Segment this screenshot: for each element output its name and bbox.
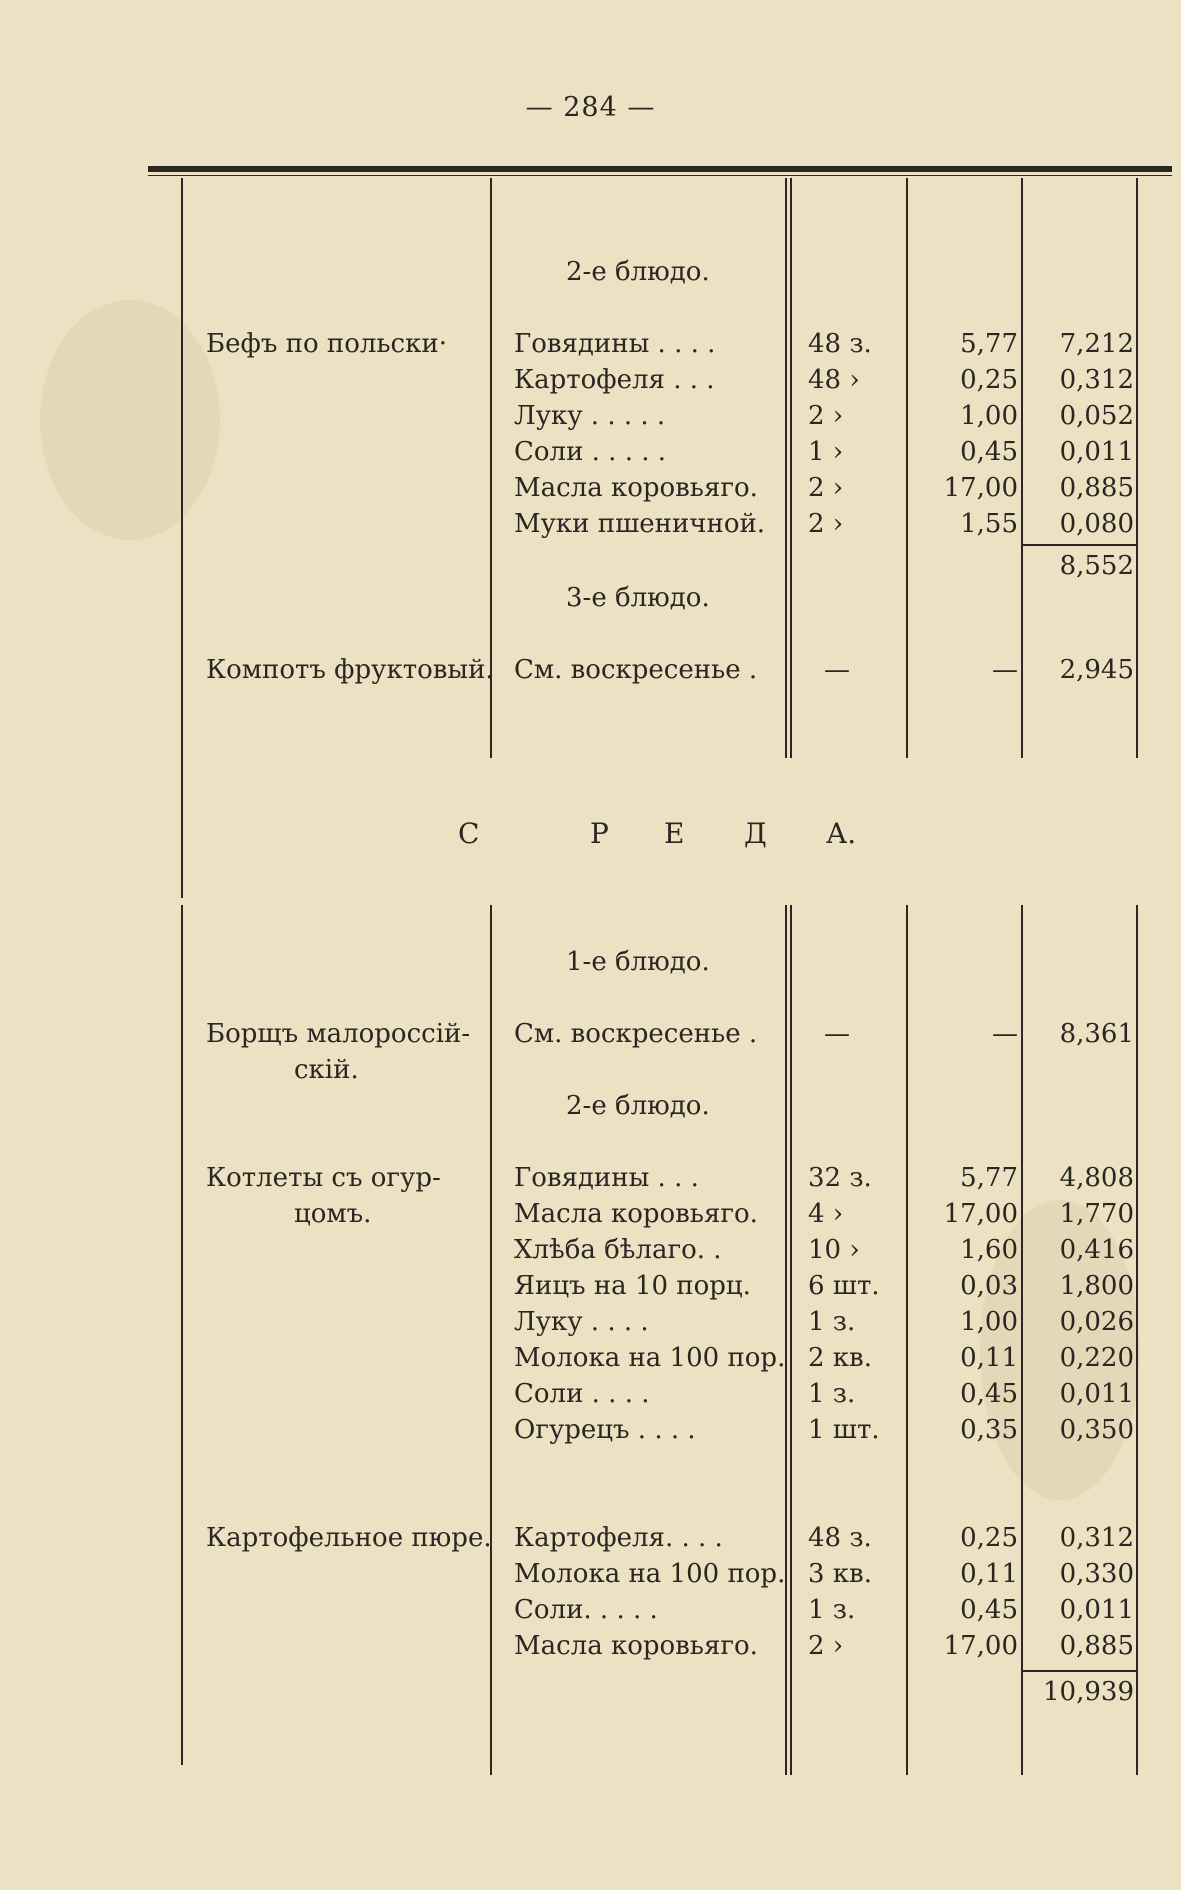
cost: 0,011 [1059,1379,1134,1409]
ingredient: Картофеля. . . . [514,1523,723,1553]
quantity: — [824,655,850,685]
cost: 0,080 [1059,509,1134,539]
sum-rule [1022,544,1136,546]
ingredient: Муки пшеничной. [514,509,766,539]
unit-price: 0,11 [960,1559,1018,1589]
dish-name-continued: цомъ. [294,1199,372,1229]
quantity: 1 › [808,437,844,467]
quantity: 6 шт. [808,1271,880,1301]
dish-name: Борщъ малороссій- [206,1019,471,1049]
cost: 0,885 [1059,1631,1134,1661]
quantity: 1 з. [808,1379,856,1409]
quantity: 1 з. [808,1307,856,1337]
cost: 1,800 [1059,1271,1134,1301]
ingredient: Соли. . . . . [514,1595,658,1625]
day-heading-letter: Е [664,817,685,850]
unit-price: 0,45 [960,437,1018,467]
table-right-border [1136,905,1138,1775]
dish-name: Компотъ фруктовый. [206,655,494,685]
unit-price: 5,77 [960,1163,1018,1193]
quantity: 48 › [808,365,860,395]
column-rule [790,178,792,758]
unit-price: 17,00 [943,1631,1018,1661]
quantity: — [824,1019,850,1049]
unit-price: 0,25 [960,1523,1018,1553]
unit-price: 0,03 [960,1271,1018,1301]
day-heading-letter: С [458,817,480,850]
cost: 1,770 [1059,1199,1134,1229]
cost: 7,212 [1059,329,1134,359]
cost: 0,011 [1059,1595,1134,1625]
unit-price: 0,25 [960,365,1018,395]
ingredient: Хлѣба бѣлаго. . [514,1235,722,1265]
dish-name: Картофельное пюре. [206,1523,492,1553]
cost: 8,361 [1059,1019,1134,1049]
quantity: 48 з. [808,329,872,359]
cost: 0,330 [1059,1559,1134,1589]
ingredient: См. воскресенье . [514,1019,758,1049]
page-number: — 284 — [525,92,656,123]
quantity: 32 з. [808,1163,872,1193]
cost: 0,220 [1059,1343,1134,1373]
dish-name: Котлеты съ огур- [206,1163,441,1193]
paper-stain [40,300,220,540]
unit-price: 1,00 [960,401,1018,431]
sum-rule [1022,1670,1136,1672]
total: 10,939 [1043,1677,1134,1707]
course-heading: 2-е блюдо. [566,1091,710,1121]
quantity: 10 › [808,1235,860,1265]
top-thin-rule [148,175,1172,176]
ingredient: Соли . . . . [514,1379,650,1409]
unit-price: — [992,1019,1018,1049]
unit-price: 1,00 [960,1307,1018,1337]
quantity: 48 з. [808,1523,872,1553]
ingredient: Луку . . . . [514,1307,649,1337]
ingredient: Картофеля . . . [514,365,715,395]
quantity: 1 шт. [808,1415,880,1445]
course-heading: 1-е блюдо. [566,947,710,977]
ingredient: Масла коровьяго. [514,1199,758,1229]
ingredient: Яицъ на 10 порц. [514,1271,751,1301]
ingredient: Масла коровьяго. [514,473,758,503]
course-heading: 2-е блюдо. [566,257,710,287]
table-left-border [181,905,183,1765]
ingredient: Молока на 100 пор. [514,1343,786,1373]
cost: 0,011 [1059,437,1134,467]
quantity: 1 з. [808,1595,856,1625]
cost: 2,945 [1059,655,1134,685]
ingredient: Луку . . . . . [514,401,666,431]
unit-price: 1,60 [960,1235,1018,1265]
cost: 0,026 [1059,1307,1134,1337]
column-rule [790,905,792,1775]
ingredient: Соли . . . . . [514,437,667,467]
cost: 4,808 [1059,1163,1134,1193]
ingredient: Огурецъ . . . . [514,1415,696,1445]
unit-price: 0,11 [960,1343,1018,1373]
day-heading-letter: Д [744,817,767,850]
unit-price: 0,35 [960,1415,1018,1445]
unit-price: 0,45 [960,1595,1018,1625]
ingredient: См. воскресенье . [514,655,758,685]
ingredient: Масла коровьяго. [514,1631,758,1661]
day-heading-letter: Р [590,817,609,850]
ingredient: Говядины . . . . [514,329,716,359]
unit-price: 17,00 [943,1199,1018,1229]
quantity: 2 › [808,509,844,539]
top-double-rule [148,166,1172,172]
cost: 0,312 [1059,365,1134,395]
quantity: 2 кв. [808,1343,872,1373]
quantity: 2 › [808,401,844,431]
quantity: 4 › [808,1199,844,1229]
unit-price: 1,55 [960,509,1018,539]
quantity: 2 › [808,1631,844,1661]
column-rule [785,178,787,758]
dish-name-continued: скій. [294,1055,359,1085]
table-right-border [1136,178,1138,758]
day-heading-letter: А. [826,817,857,850]
ingredient: Говядины . . . [514,1163,699,1193]
unit-price: 0,45 [960,1379,1018,1409]
subtotal: 8,552 [1059,551,1134,581]
unit-price: 17,00 [943,473,1018,503]
unit-price: — [992,655,1018,685]
column-rule [785,905,787,1775]
cost: 0,312 [1059,1523,1134,1553]
cost: 0,885 [1059,473,1134,503]
cost: 0,350 [1059,1415,1134,1445]
column-rule [490,905,492,1775]
ingredient: Молока на 100 пор. [514,1559,786,1589]
cost: 0,416 [1059,1235,1134,1265]
table-left-border [181,178,183,898]
cost: 0,052 [1059,401,1134,431]
dish-name: Бефъ по польски· [206,329,447,359]
course-heading: 3-е блюдо. [566,583,710,613]
unit-price: 5,77 [960,329,1018,359]
quantity: 2 › [808,473,844,503]
quantity: 3 кв. [808,1559,872,1589]
